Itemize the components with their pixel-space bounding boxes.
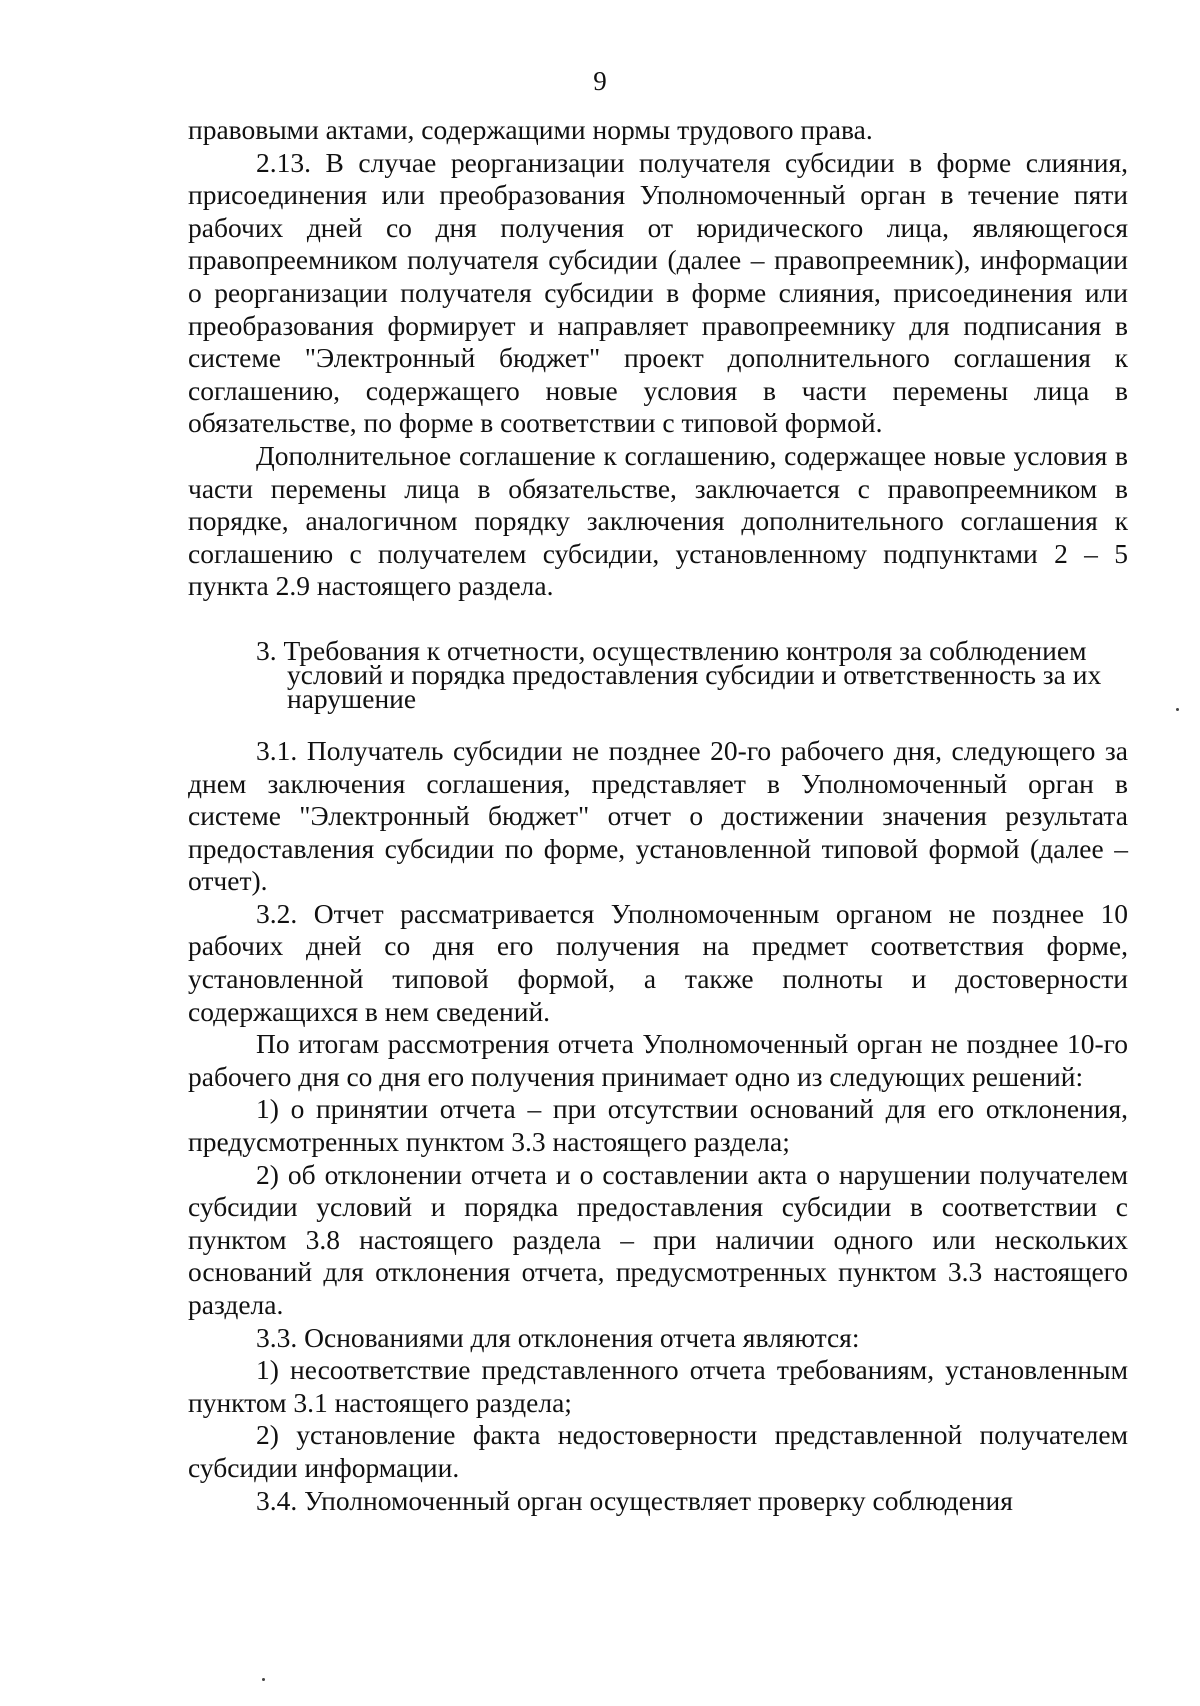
section-3-heading — [188, 634, 1128, 714]
list-item-decision-1: 1) о принятии отчета – при отсутствии оснований для его отклонения, предусмотренных пунктом 3.3 настоящего раздела; — [188, 1093, 1128, 1158]
document-body — [188, 114, 1128, 1517]
paragraph-3-3: 3.3. Основаниями для отклонения отчета являются: — [256, 1321, 860, 1353]
paragraph-3-4: 3.4. Уполномоченный орган осуществляет проверку соблюдения — [256, 1484, 1013, 1516]
paragraph-review-results: По итогам рассмотрения отчета Уполномоченный орган не позднее 10-го рабочего дня со дня его получения принимает одно из следующих решений: — [188, 1028, 1128, 1092]
section-3-heading-line-1: 3. Требования к отчетности, осуществлению контроля за соблюдением — [256, 634, 1087, 666]
list-item-decision-2: 2) об отклонении отчета и о составлении акта о нарушении получателем субсидии условий и порядка предоставления субсидии в соответствии с пунктом 3.8 настоящего раздела – при наличии одного или нескольких оснований для отклонения отчета, предусмотренных пунктом 3.3 настоящего раздела. — [188, 1158, 1128, 1320]
paragraph-3-1: 3.1. Получатель субсидии не позднее 20-го рабочего дня, следующего за днем заключения соглашения, представляет в Уполномоченный орган в системе "Электронный бюджет" отчет о достижении значения результата предоставления субсидии по форме, установленной типовой формой (далее – отчет). — [188, 734, 1128, 897]
paragraph-3-2: 3.2. Отчет рассматривается Уполномоченным органом не позднее 10 рабочих дней со дня его получения на предмет соответствия форме, установленной типовой формой, а также полноты и достоверности содержащихся в нем сведений. — [188, 897, 1128, 1027]
paragraph-additional-agreement: Дополнительное соглашение к соглашению, содержащее новые условия в части перемены лица в обязательстве, заключается с правопреемником в порядке, аналогичном порядку заключения дополнительного соглашения к соглашению с получателем субсидии, установленному подпунктами 2 – 5 пункта 2.9 настоящего раздела. — [188, 439, 1128, 602]
list-item-ground-1: 1) несоответствие представленного отчета требованиям, установленным пунктом 3.1 настоящего раздела; — [188, 1354, 1128, 1418]
page-number: 9 — [593, 66, 607, 96]
paragraph-2-13: 2.13. В случае реорганизации получателя субсидии в форме слияния, присоединения или преобразования Уполномоченный орган в течение пяти рабочих дней со дня получения от юридического лица, являющегося правопреемником получателя субсидии (далее – правопреемник), информации о реорганизации получателя субсидии в форме слияния, присоединения или преобразования формирует и направляет правопреемнику для подписания в системе "Электронный бюджет" проект дополнительного соглашения к соглашению, содержащего новые условия в части перемены лица в обязательстве, по форме в соответствии с типовой формой. — [188, 146, 1128, 439]
section-3-heading-line-2: условий и порядка предоставления субсидии и ответственность за их нарушение — [287, 658, 1102, 714]
list-item-ground-2: 2) установление факта недостоверности представленной получателем субсидии информации. — [188, 1419, 1128, 1483]
scan-speck — [1176, 708, 1179, 711]
scan-speck — [262, 1678, 265, 1681]
paragraph-continuation: правовыми актами, содержащими нормы трудового права. — [188, 114, 873, 145]
